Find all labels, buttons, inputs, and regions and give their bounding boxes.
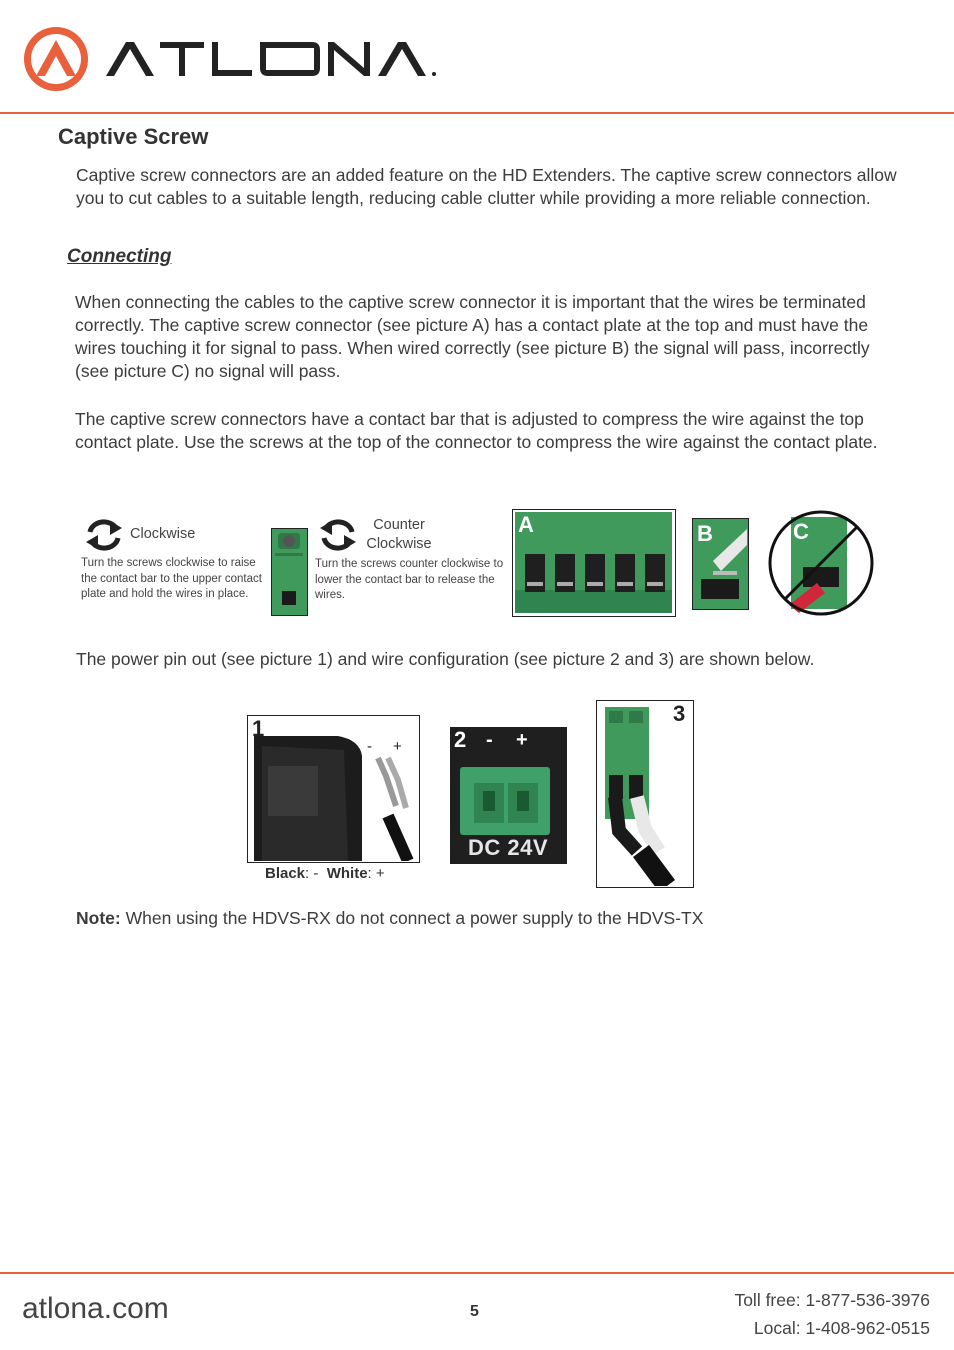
picture-c-label: C	[793, 519, 809, 544]
note-label: Note:	[76, 908, 121, 928]
clockwise-arrows-icon	[82, 516, 126, 554]
picture-3-label: 3	[673, 701, 686, 726]
picture-2-minus: -	[486, 729, 493, 751]
counter-clockwise-description: Turn the screws counter clockwise to lower the contact bar to release the wires.	[315, 558, 504, 601]
note	[76, 907, 926, 930]
dc-24v-label: DC 24V	[468, 835, 549, 860]
picture-2-label: 2	[454, 727, 467, 752]
connecting-heading: Connecting	[67, 246, 172, 267]
pinout-intro: The power pin out (see picture 1) and wire configuration (see picture 2 and 3) are shown below.	[76, 649, 815, 669]
footer-website[interactable]: atlona.com	[22, 1292, 169, 1325]
picture-1-power-supply	[247, 715, 420, 863]
counter-clockwise-arrows-icon	[316, 516, 360, 554]
picture-c-incorrect-wiring	[767, 509, 875, 617]
page-number: 5	[470, 1303, 479, 1320]
clockwise-description: Turn the screws clockwise to raise the contact bar to the upper contact plate and hold the wires in place.	[81, 557, 262, 600]
picture-1-plus: +	[393, 738, 402, 755]
local-number: Local: 1-408-962-0515	[753, 1318, 930, 1338]
picture-2-dc-connector	[450, 727, 567, 864]
clockwise-label: Clockwise	[130, 526, 196, 542]
picture-a-label: A	[518, 512, 534, 537]
toll-free-number: Toll free: 1-877-536-3976	[734, 1290, 930, 1310]
picture-b-label: B	[697, 521, 713, 546]
connector-side-photo	[271, 528, 308, 616]
wire-color-caption: Black: - White: +	[265, 865, 385, 882]
atlona-logo	[22, 24, 442, 96]
intro-paragraph: Captive screw connectors are an added feature on the HD Extenders. The captive screw connectors allow you to cut cables to a suitable length, reducing cable clutter while providing a more reliable connection.	[76, 165, 897, 208]
note-text: When using the HDVS-RX do not connect a power supply to the HDVS-TX	[125, 908, 704, 928]
footer-divider	[0, 1272, 954, 1274]
counter-clockwise-label: Counter Clockwise	[366, 517, 432, 552]
section-title: Captive Screw	[58, 124, 209, 149]
picture-a-connector	[512, 509, 676, 617]
header-divider	[0, 112, 954, 114]
connecting-paragraph-1: When connecting the cables to the captive screw connector it is important that the wires be terminated correctly. The captive screw connector (see picture A) has a contact plate at the top and must have the wires touching it for signal to pass. When wired correctly (see picture B) the signal will pass, incorrectly (see picture C) no signal will pass.	[75, 292, 870, 381]
footer-contact	[734, 1286, 930, 1342]
picture-1-minus: -	[367, 738, 372, 755]
picture-2-plus: +	[516, 729, 528, 751]
picture-1-label: 1	[252, 716, 265, 741]
connecting-paragraph-2: The captive screw connectors have a contact bar that is adjusted to compress the wire against the top contact plate. Use the screws at the top of the connector to compress the wire against the contact plate.	[75, 409, 878, 452]
picture-b-correct-wiring	[692, 518, 749, 610]
picture-3-wired-connector	[596, 700, 694, 888]
